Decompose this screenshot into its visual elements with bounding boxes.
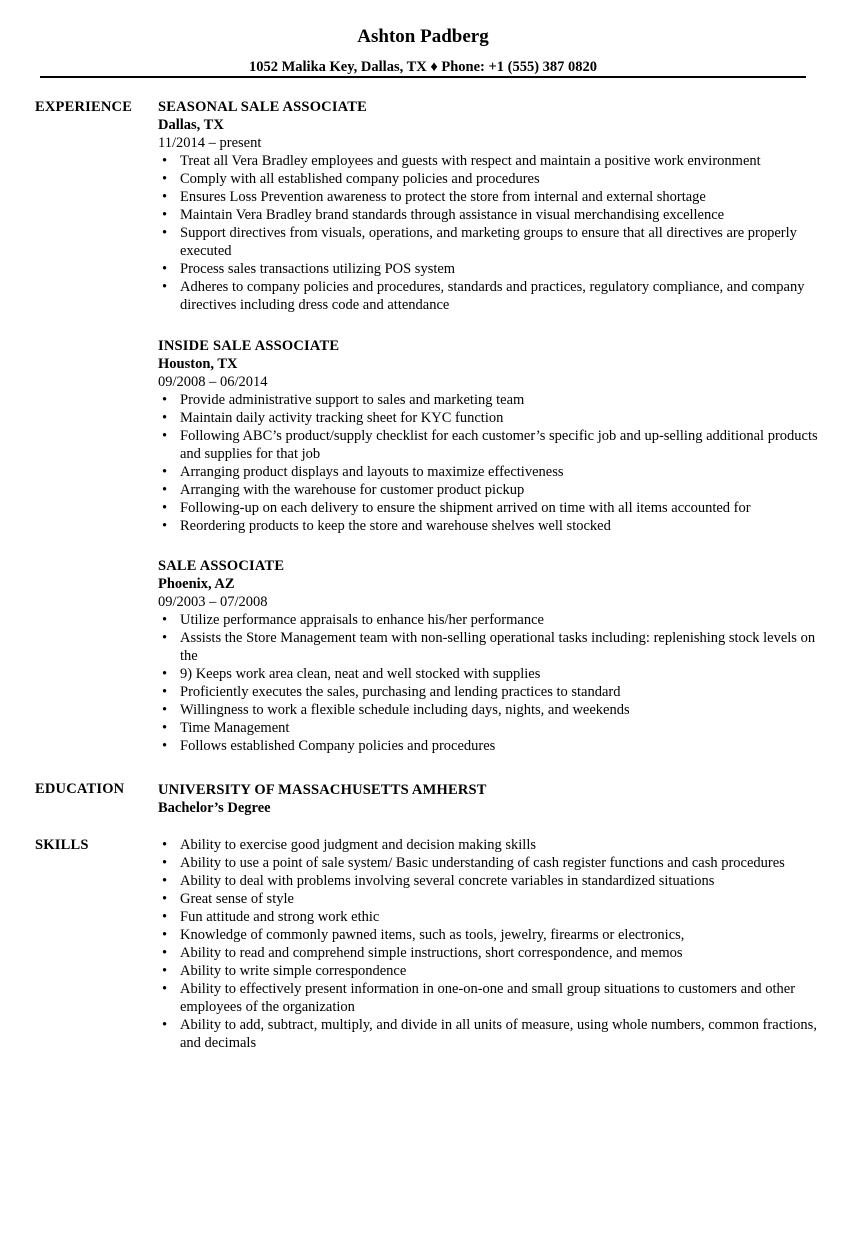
job-duties-list	[158, 611, 818, 755]
job-location: Houston, TX	[158, 356, 238, 372]
list-item: • Ability to write simple correspondence	[158, 962, 818, 980]
degree: Bachelor’s Degree	[158, 800, 271, 816]
skills-entry	[158, 836, 818, 1052]
list-item: • Willingness to work a flexible schedule including days, nights, and weekends	[158, 701, 818, 719]
list-item: • Adheres to company policies and procedures, standards and practices, regulatory compliance, and company directives including dress code and attendance	[158, 278, 818, 314]
list-item: • Ensures Loss Prevention awareness to protect the store from internal and external shortage	[158, 188, 818, 206]
list-item: • Knowledge of commonly pawned items, such as tools, jewelry, firearms or electronics,	[158, 926, 818, 944]
list-item: • Treat all Vera Bradley employees and guests with respect and maintain a positive work environment	[158, 152, 818, 170]
list-item: • Maintain daily activity tracking sheet for KYC function	[158, 409, 818, 427]
job-dates: 09/2003 – 07/2008	[158, 594, 268, 610]
list-item: • Following ABC’s product/supply checklist for each customer’s specific job and up-selling additional products and supplies for that job	[158, 427, 818, 463]
list-item: • Great sense of style	[158, 890, 818, 908]
education-entry	[158, 781, 818, 817]
list-item: • Provide administrative support to sales and marketing team	[158, 391, 818, 409]
job-entry	[158, 557, 818, 755]
job-title: SALE ASSOCIATE	[158, 558, 285, 574]
job-dates: 09/2008 – 06/2014	[158, 374, 268, 390]
list-item: • Process sales transactions utilizing POS system	[158, 260, 818, 278]
candidate-name: Ashton Padberg	[357, 26, 489, 47]
list-item: • Ability to use a point of sale system/ Basic understanding of cash register functions and cash procedures	[158, 854, 818, 872]
job-duties-list	[158, 152, 818, 314]
list-item: • Time Management	[158, 719, 818, 737]
list-item: • Arranging product displays and layouts to maximize effectiveness	[158, 463, 818, 481]
list-item: • Ability to deal with problems involving several concrete variables in standardized situations	[158, 872, 818, 890]
list-item: • Utilize performance appraisals to enhance his/her performance	[158, 611, 818, 629]
list-item: • Ability to effectively present information in one-on-one and small group situations to customers and other employees of the organization	[158, 980, 818, 1016]
skills-list	[158, 836, 818, 1052]
job-title: SEASONAL SALE ASSOCIATE	[158, 99, 368, 115]
job-entry	[158, 337, 818, 535]
list-item: • Maintain Vera Bradley brand standards through assistance in visual merchandising excellence	[158, 206, 818, 224]
list-item: • Reordering products to keep the store and warehouse shelves well stocked	[158, 517, 818, 535]
list-item: • Arranging with the warehouse for customer product pickup	[158, 481, 818, 499]
list-item: • Fun attitude and strong work ethic	[158, 908, 818, 926]
job-entry	[158, 98, 818, 314]
list-item: • Ability to read and comprehend simple instructions, short correspondence, and memos	[158, 944, 818, 962]
list-item: • Following-up on each delivery to ensure the shipment arrived on time with all items accounted for	[158, 499, 818, 517]
list-item: • Ability to add, subtract, multiply, and divide in all units of measure, using whole numbers, common fractions, and decimals	[158, 1016, 818, 1052]
section-label-education: EDUCATION	[35, 781, 125, 797]
list-item: • Assists the Store Management team with non-selling operational tasks including: replenishing stock levels on the	[158, 629, 818, 665]
contact-line: 1052 Malika Key, Dallas, TX ♦ Phone: +1 (555) 387 0820	[248, 59, 598, 75]
school-name: UNIVERSITY OF MASSACHUSETTS AMHERST	[158, 782, 487, 798]
resume-header	[40, 24, 806, 76]
job-location: Dallas, TX	[158, 117, 224, 133]
list-item: • Follows established Company policies and procedures	[158, 737, 818, 755]
section-label-experience: EXPERIENCE	[35, 99, 133, 115]
list-item: • Proficiently executes the sales, purchasing and lending practices to standard	[158, 683, 818, 701]
list-item: • Support directives from visuals, operations, and marketing groups to ensure that all directives are properly executed	[158, 224, 818, 260]
section-label-skills: SKILLS	[35, 837, 89, 853]
job-title: INSIDE SALE ASSOCIATE	[158, 338, 340, 354]
list-item: • 9) Keeps work area clean, neat and well stocked with supplies	[158, 665, 818, 683]
job-duties-list	[158, 391, 818, 535]
header-divider	[40, 76, 806, 78]
list-item: • Ability to exercise good judgment and decision making skills	[158, 836, 818, 854]
job-dates: 11/2014 – present	[158, 135, 262, 151]
job-location: Phoenix, AZ	[158, 576, 235, 592]
list-item: • Comply with all established company policies and procedures	[158, 170, 818, 188]
